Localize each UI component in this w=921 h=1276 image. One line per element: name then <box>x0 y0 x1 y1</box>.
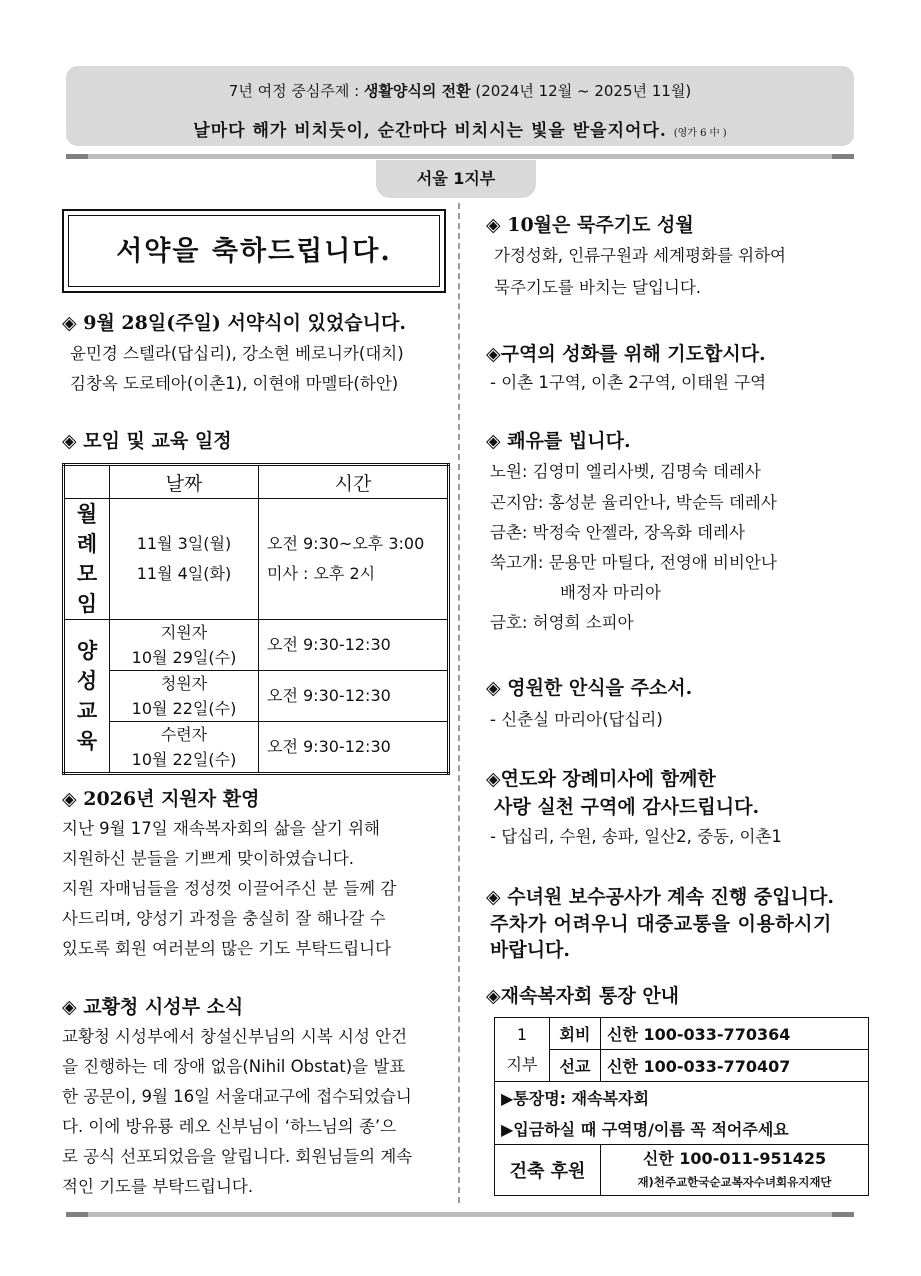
healing-line: 금호: 허영희 소피아 <box>490 613 634 632</box>
vatican-heading: ◈ 교황청 시성부 소식 <box>62 996 244 1018</box>
schedule-heading: ◈ 모임 및 교육 일정 <box>62 430 232 452</box>
account-heading: ◈재속복자회 통장 안내 <box>486 985 680 1007</box>
rosary-heading: ◈ 10월은 묵주기도 성월 <box>486 214 694 236</box>
healing-line: 노원: 김영미 엘리사벳, 김명숙 데레사 <box>490 462 761 481</box>
theme-label: 7년 여정 중심주제 : <box>228 82 360 100</box>
training-row-time: 오전 9:30-12:30 <box>259 671 449 722</box>
healing-heading: ◈ 쾌유를 빕니다. <box>486 430 631 452</box>
header-banner <box>66 66 854 146</box>
rule-cap-left <box>66 154 88 159</box>
training-row-time: 오전 9:30-12:30 <box>259 722 449 774</box>
construction-line-2: 주차가 어려우니 대중교통을 이용하시기 <box>490 913 832 935</box>
healing-line: 쑥고개: 문용만 마틸다, 전영애 비비안나 <box>490 553 777 572</box>
repose-heading: ◈ 영원한 안식을 주소서. <box>486 677 693 699</box>
col-date-header: 날짜 <box>110 465 259 499</box>
districts-line: - 이촌 1구역, 이촌 2구역, 이태원 구역 <box>490 373 767 392</box>
vow-heading: ◈ 9월 28일(주일) 서약식이 있었습니다. <box>62 312 406 334</box>
training-row-date: 지원자 10월 29일(수) <box>110 620 259 671</box>
construction-line-1: ◈ 수녀원 보수공사가 계속 진행 중입니다. <box>486 886 834 908</box>
congrats-title: 서약을 축하드립니다. <box>68 215 440 287</box>
healing-line: 배정자 마리아 <box>560 583 661 602</box>
training-label: 양 성 교 육 <box>64 620 110 774</box>
welcome-body: 지난 9월 17일 재속복자회의 삶을 살기 위해 지원하신 분들을 기쁘게 맞이하였습니다. 지원 자매님들을 정성껏 이끌어주신 분 들께 감 사드리며, 양성기 과정을 충실히 잘 해나갈 수 있도록 회원 여러분의 많은 기도 부탁드립니다 <box>62 819 397 958</box>
footer-cap-right <box>832 1212 854 1217</box>
footer-cap-left <box>66 1212 88 1217</box>
account-holder: ▶통장명: 재속복자회 <box>495 1082 869 1114</box>
motto: 날마다 해가 비치듯이, 순간마다 비치시는 빛을 받을지어다. <box>193 121 667 141</box>
schedule-table <box>62 463 450 775</box>
rosary-line-2: 묵주기도를 바치는 달입니다. <box>494 278 702 297</box>
motto-line <box>66 116 854 141</box>
footer-divider <box>88 1212 832 1217</box>
dues-label: 회비 <box>550 1018 601 1050</box>
rosary-line-1: 가정성화, 인류구원과 세계평화를 위하여 <box>494 246 786 265</box>
mission-label: 선교 <box>550 1050 601 1082</box>
mission-account: 신한 100-033-770407 <box>601 1050 869 1082</box>
vatican-body: 교황청 시성부에서 창설신부님의 시복 시성 안건 을 진행하는 데 장애 없음(Nihil Obstat)을 발표 한 공문이, 9월 16일 서울대교구에 접수되었습니 다. 이에 방유룡 레오 신부님이 ‘하느님의 종’으 로 공식 선포되었음을 알립니다. 회원님들의 계속 적인 기도를 부탁드립니다. <box>62 1027 413 1196</box>
healing-line: 곤지암: 홍성분 율리안나, 박순득 데레사 <box>490 493 777 512</box>
dues-account: 신한 100-033-770364 <box>601 1018 869 1050</box>
monthly-meeting-label: 월 례 모 임 <box>64 499 110 620</box>
column-divider <box>458 203 460 1203</box>
training-row-date: 수련자 10월 22일(수) <box>110 722 259 774</box>
theme-period: (2024년 12월 ~ 2025년 11월) <box>475 82 692 100</box>
welcome-heading: ◈ 2026년 지원자 환영 <box>62 788 260 810</box>
repose-line: - 신춘실 마리아(답십리) <box>490 710 663 729</box>
vow-line-2: 김창옥 도로테아(이촌1), 이현애 마멜타(하안) <box>70 374 399 393</box>
corner-cell <box>64 465 110 499</box>
col-time-header: 시간 <box>259 465 449 499</box>
thanks-heading-1: ◈연도와 장례미사에 함께한 <box>486 768 716 790</box>
vow-line-1: 윤민경 스텔라(답십리), 강소현 베로니카(대치) <box>70 344 404 363</box>
motto-source: (영가 6 中 ) <box>673 128 727 139</box>
training-row-date: 청원자 10월 22일(수) <box>110 671 259 722</box>
districts-heading: ◈구역의 성화를 위해 기도합시다. <box>486 343 766 365</box>
monthly-times: 오전 9:30~오후 3:00 미사 : 오후 2시 <box>259 499 449 620</box>
thanks-heading-2: 사랑 실천 구역에 감사드립니다. <box>494 796 760 818</box>
top-divider <box>88 154 832 159</box>
building-label: 건축 후원 <box>495 1145 601 1196</box>
account-table <box>494 1017 869 1196</box>
branch-cell: 1 지부 <box>495 1018 550 1082</box>
branch-tab: 서울 1지부 <box>376 160 536 198</box>
theme-line <box>66 80 854 101</box>
construction-line-3: 바랍니다. <box>490 939 571 961</box>
rule-cap-right <box>832 154 854 159</box>
monthly-dates: 11월 3일(월) 11월 4일(화) <box>110 499 259 620</box>
theme-title: 생활양식의 전환 <box>363 82 471 100</box>
congrats-title-box <box>62 209 446 293</box>
building-account-cell: 신한 100-011-951425 재)천주교한국순교복자수녀회유지재단 <box>601 1145 869 1196</box>
training-row-time: 오전 9:30-12:30 <box>259 620 449 671</box>
account-note: ▶입금하실 때 구역명/이름 꼭 적어주세요 <box>495 1113 869 1145</box>
healing-line: 금촌: 박정숙 안젤라, 장옥화 데레사 <box>490 523 745 542</box>
thanks-line: - 답십리, 수원, 송파, 일산2, 중동, 이촌1 <box>490 827 782 846</box>
